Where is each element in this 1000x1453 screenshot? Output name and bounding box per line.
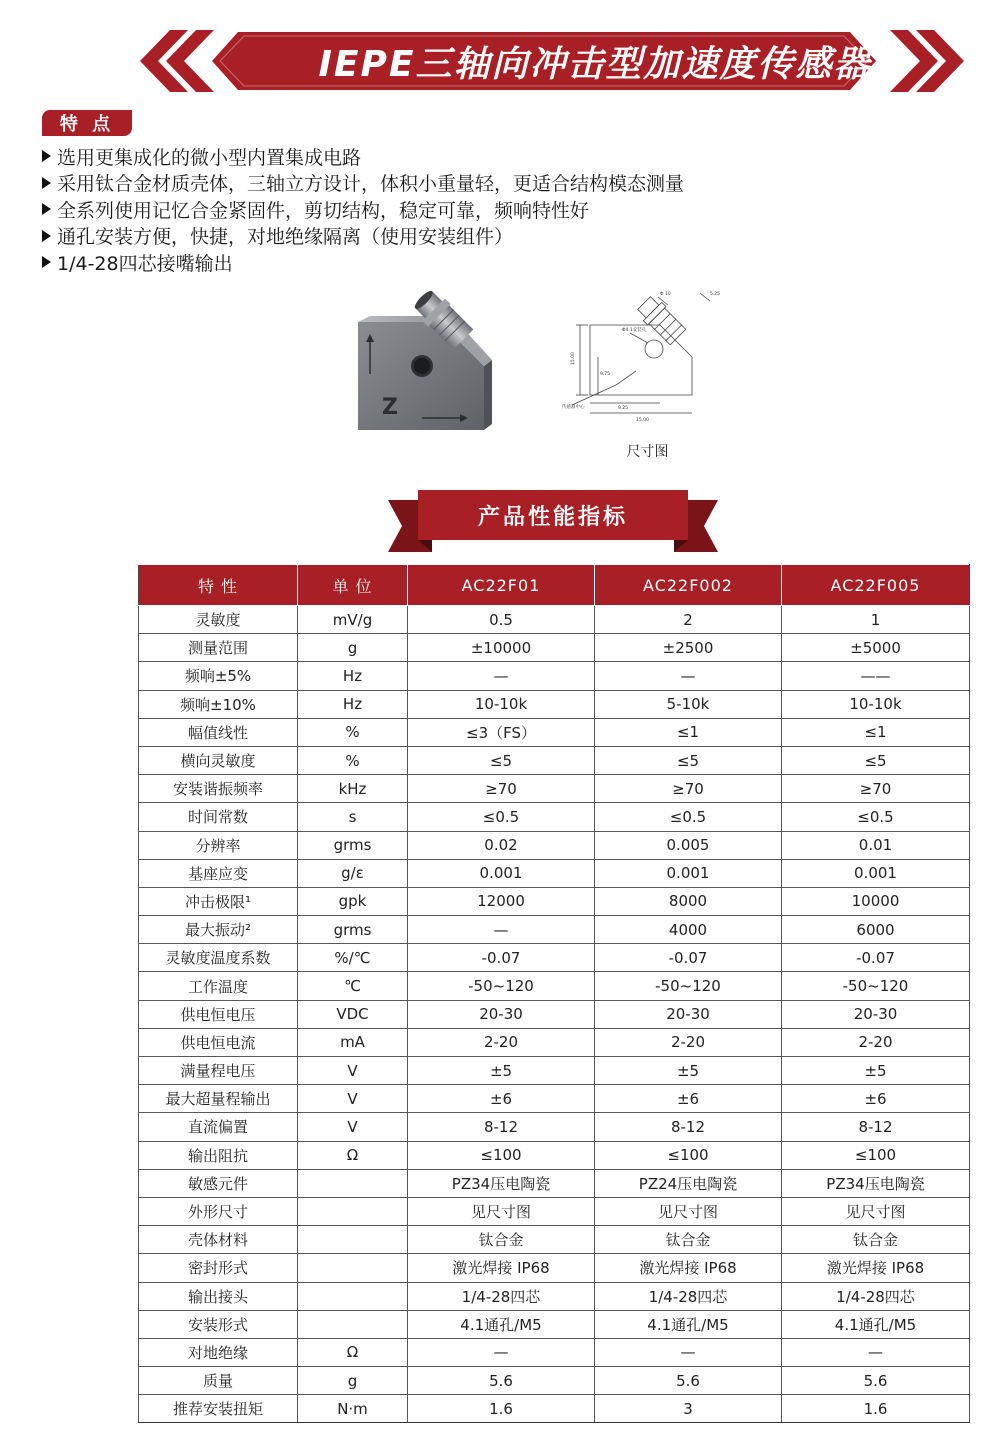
- value-cell: ±2500: [595, 634, 782, 662]
- value-cell: ≤0.5: [408, 803, 595, 831]
- value-cell: 4.1通孔/M5: [782, 1310, 970, 1338]
- svg-text:15.00: 15.00: [571, 352, 576, 365]
- bullet-triangle-icon: [42, 256, 51, 268]
- unit-cell: ℃: [298, 972, 408, 1000]
- spec-name-cell: 频响±5%: [139, 662, 298, 690]
- table-row: [139, 1000, 970, 1028]
- unit-cell: VDC: [298, 1000, 408, 1028]
- unit-cell: V: [298, 1113, 408, 1141]
- value-cell: 1/4-28四芯: [595, 1282, 782, 1310]
- value-cell: 见尺寸图: [595, 1197, 782, 1225]
- product-photo: [352, 290, 512, 440]
- spec-name-cell: 测量范围: [139, 634, 298, 662]
- spec-name-cell: 满量程电压: [139, 1057, 298, 1085]
- unit-cell: Hz: [298, 690, 408, 718]
- unit-cell: %/℃: [298, 944, 408, 972]
- value-cell: ≤5: [408, 746, 595, 774]
- value-cell: 见尺寸图: [782, 1197, 970, 1225]
- value-cell: ≤3（FS）: [408, 718, 595, 746]
- value-cell: 8000: [595, 887, 782, 915]
- spec-name-cell: 最大超量程输出: [139, 1085, 298, 1113]
- value-cell: ≤1: [782, 718, 970, 746]
- value-cell: 激光焊接 IP68: [782, 1254, 970, 1282]
- value-cell: 5.6: [782, 1367, 970, 1395]
- value-cell: 1/4-28四芯: [782, 1282, 970, 1310]
- unit-cell: g: [298, 1367, 408, 1395]
- table-header-row: [139, 565, 970, 606]
- unit-cell: V: [298, 1057, 408, 1085]
- spec-name-cell: 直流偏置: [139, 1113, 298, 1141]
- value-cell: ±5000: [782, 634, 970, 662]
- unit-cell: Ω: [298, 1338, 408, 1366]
- unit-cell: Hz: [298, 662, 408, 690]
- table-row: [139, 1338, 970, 1366]
- spec-name-cell: 供电恒电压: [139, 1000, 298, 1028]
- value-cell: 激光焊接 IP68: [595, 1254, 782, 1282]
- column-header: 特 性: [139, 565, 298, 606]
- unit-cell: [298, 1310, 408, 1338]
- value-cell: 0.005: [595, 831, 782, 859]
- value-cell: ≤0.5: [595, 803, 782, 831]
- value-cell: 0.02: [408, 831, 595, 859]
- value-cell: 20-30: [782, 1000, 970, 1028]
- value-cell: 2-20: [595, 1028, 782, 1056]
- value-cell: -0.07: [595, 944, 782, 972]
- spec-name-cell: 安装形式: [139, 1310, 298, 1338]
- value-cell: -0.07: [782, 944, 970, 972]
- value-cell: PZ34压电陶瓷: [782, 1169, 970, 1197]
- value-cell: 8-12: [595, 1113, 782, 1141]
- value-cell: ≥70: [408, 775, 595, 803]
- value-cell: —: [408, 662, 595, 690]
- unit-cell: %: [298, 746, 408, 774]
- value-cell: 1.6: [782, 1395, 970, 1423]
- value-cell: 激光焊接 IP68: [408, 1254, 595, 1282]
- value-cell: ≤100: [782, 1141, 970, 1169]
- value-cell: 20-30: [595, 1000, 782, 1028]
- value-cell: -0.07: [408, 944, 595, 972]
- value-cell: PZ34压电陶瓷: [408, 1169, 595, 1197]
- feature-item: 通孔安装方便，快捷，对地绝缘隔离（使用安装组件）: [42, 223, 684, 250]
- value-cell: 5.6: [408, 1367, 595, 1395]
- value-cell: 0.01: [782, 831, 970, 859]
- spec-name-cell: 质量: [139, 1367, 298, 1395]
- table-row: [139, 775, 970, 803]
- value-cell: 4.1通孔/M5: [408, 1310, 595, 1338]
- table-row: [139, 662, 970, 690]
- value-cell: 0.001: [782, 859, 970, 887]
- feature-item: 全系列使用记忆合金紧固件，剪切结构，稳定可靠，频响特性好: [42, 196, 684, 223]
- axis-label: Z: [382, 395, 398, 420]
- value-cell: 0.001: [408, 859, 595, 887]
- value-cell: ±6: [408, 1085, 595, 1113]
- spec-name-cell: 时间常数: [139, 803, 298, 831]
- unit-cell: g: [298, 634, 408, 662]
- page-title: IEPE三轴向冲击型加速度传感器: [318, 43, 872, 85]
- value-cell: 6000: [782, 916, 970, 944]
- unit-cell: gpk: [298, 887, 408, 915]
- table-row: [139, 1028, 970, 1056]
- unit-cell: %: [298, 718, 408, 746]
- svg-text:Φ 10: Φ 10: [660, 292, 671, 297]
- spec-name-cell: 安装谐振频率: [139, 775, 298, 803]
- value-cell: ±5: [408, 1057, 595, 1085]
- value-cell: ≤5: [595, 746, 782, 774]
- value-cell: ±6: [595, 1085, 782, 1113]
- value-cell: 3: [595, 1395, 782, 1423]
- value-cell: 4.1通孔/M5: [595, 1310, 782, 1338]
- spec-name-cell: 敏感元件: [139, 1169, 298, 1197]
- value-cell: 钛合金: [595, 1226, 782, 1254]
- spec-name-cell: 灵敏度: [139, 606, 298, 634]
- bullet-triangle-icon: [42, 230, 51, 242]
- spec-name-cell: 推荐安装扭矩: [139, 1395, 298, 1423]
- unit-cell: s: [298, 803, 408, 831]
- unit-cell: V: [298, 1085, 408, 1113]
- unit-cell: grms: [298, 831, 408, 859]
- value-cell: -50~120: [595, 972, 782, 1000]
- spec-name-cell: 对地绝缘: [139, 1338, 298, 1366]
- svg-text:传感器中心: 传感器中心: [562, 405, 585, 410]
- bullet-triangle-icon: [42, 177, 51, 189]
- value-cell: PZ24压电陶瓷: [595, 1169, 782, 1197]
- column-header: AC22F002: [595, 565, 782, 606]
- feature-item: 选用更集成化的微小型内置集成电路: [42, 143, 684, 170]
- spec-name-cell: 分辨率: [139, 831, 298, 859]
- spec-name-cell: 输出接头: [139, 1282, 298, 1310]
- value-cell: ±5: [782, 1057, 970, 1085]
- features-tag: 特 点: [42, 110, 132, 136]
- value-cell: 2-20: [408, 1028, 595, 1056]
- table-row: [139, 887, 970, 915]
- value-cell: 5.6: [595, 1367, 782, 1395]
- column-header: AC22F005: [782, 565, 970, 606]
- unit-cell: [298, 1226, 408, 1254]
- value-cell: ≥70: [595, 775, 782, 803]
- value-cell: ≤0.5: [782, 803, 970, 831]
- unit-cell: g/ε: [298, 859, 408, 887]
- table-row: [139, 916, 970, 944]
- value-cell: 钛合金: [782, 1226, 970, 1254]
- feature-item: 采用钛合金材质壳体，三轴立方设计，体积小重量轻，更适合结构模态测量: [42, 170, 684, 197]
- header-banner: [140, 30, 970, 92]
- table-row: [139, 1141, 970, 1169]
- dimension-drawing: [560, 275, 740, 425]
- bullet-triangle-icon: [42, 203, 51, 215]
- value-cell: ≤5: [782, 746, 970, 774]
- table-body: [139, 606, 970, 1423]
- value-cell: 0.5: [408, 606, 595, 634]
- value-cell: 1.6: [408, 1395, 595, 1423]
- spec-name-cell: 外形尺寸: [139, 1197, 298, 1225]
- spec-name-cell: 工作温度: [139, 972, 298, 1000]
- value-cell: 2: [595, 606, 782, 634]
- value-cell: ±10000: [408, 634, 595, 662]
- unit-cell: mV/g: [298, 606, 408, 634]
- svg-text:15.00: 15.00: [636, 418, 649, 423]
- unit-cell: Ω: [298, 1141, 408, 1169]
- value-cell: 2-20: [782, 1028, 970, 1056]
- table-row: [139, 1395, 970, 1423]
- table-row: [139, 972, 970, 1000]
- svg-text:9.25: 9.25: [618, 406, 629, 411]
- unit-cell: mA: [298, 1028, 408, 1056]
- table-row: [139, 1226, 970, 1254]
- spec-table: [138, 564, 970, 1423]
- value-cell: -50~120: [408, 972, 595, 1000]
- table-ribbon: [388, 490, 718, 552]
- value-cell: -50~120: [782, 972, 970, 1000]
- table-row: [139, 1085, 970, 1113]
- value-cell: 1: [782, 606, 970, 634]
- table-row: [139, 1282, 970, 1310]
- table-row: [139, 634, 970, 662]
- value-cell: 见尺寸图: [408, 1197, 595, 1225]
- value-cell: 8-12: [408, 1113, 595, 1141]
- drawing-caption: 尺寸图: [626, 444, 669, 460]
- spec-name-cell: 横向灵敏度: [139, 746, 298, 774]
- table-row: [139, 1310, 970, 1338]
- table-row: [139, 746, 970, 774]
- table-row: [139, 1169, 970, 1197]
- unit-cell: [298, 1169, 408, 1197]
- value-cell: 8-12: [782, 1113, 970, 1141]
- table-row: [139, 1057, 970, 1085]
- table-row: [139, 859, 970, 887]
- value-cell: —: [782, 1338, 970, 1366]
- unit-cell: [298, 1254, 408, 1282]
- spec-name-cell: 冲击极限¹: [139, 887, 298, 915]
- value-cell: ≤100: [595, 1141, 782, 1169]
- spec-name-cell: 频响±10%: [139, 690, 298, 718]
- value-cell: 20-30: [408, 1000, 595, 1028]
- table-row: [139, 1367, 970, 1395]
- spec-name-cell: 输出阻抗: [139, 1141, 298, 1169]
- table-title: 产品性能指标: [477, 504, 628, 530]
- unit-cell: kHz: [298, 775, 408, 803]
- column-header: AC22F01: [408, 565, 595, 606]
- value-cell: ±6: [782, 1085, 970, 1113]
- column-header: 单 位: [298, 565, 408, 606]
- spec-name-cell: 供电恒电流: [139, 1028, 298, 1056]
- svg-text:5.25: 5.25: [710, 292, 721, 297]
- table-row: [139, 606, 970, 634]
- value-cell: 0.001: [595, 859, 782, 887]
- unit-cell: grms: [298, 916, 408, 944]
- table-row: [139, 803, 970, 831]
- value-cell: 4000: [595, 916, 782, 944]
- bullet-triangle-icon: [42, 150, 51, 162]
- value-cell: 10-10k: [408, 690, 595, 718]
- unit-cell: N·m: [298, 1395, 408, 1423]
- value-cell: 钛合金: [408, 1226, 595, 1254]
- feature-item: 1/4-28四芯接嘴输出: [42, 249, 684, 276]
- value-cell: ≤100: [408, 1141, 595, 1169]
- table-row: [139, 690, 970, 718]
- table-row: [139, 831, 970, 859]
- table-row: [139, 1113, 970, 1141]
- value-cell: ≥70: [782, 775, 970, 803]
- spec-name-cell: 壳体材料: [139, 1226, 298, 1254]
- spec-name-cell: 幅值线性: [139, 718, 298, 746]
- svg-text:9.75: 9.75: [600, 372, 611, 377]
- value-cell: —: [595, 1338, 782, 1366]
- table-row: [139, 1197, 970, 1225]
- table-row: [139, 944, 970, 972]
- features-list: [42, 143, 684, 276]
- value-cell: —: [408, 916, 595, 944]
- value-cell: ±5: [595, 1057, 782, 1085]
- table-row: [139, 1254, 970, 1282]
- value-cell: —: [595, 662, 782, 690]
- value-cell: 1/4-28四芯: [408, 1282, 595, 1310]
- unit-cell: [298, 1197, 408, 1225]
- svg-text:Φ4.1安装孔: Φ4.1安装孔: [622, 328, 647, 333]
- value-cell: ≤1: [595, 718, 782, 746]
- spec-name-cell: 灵敏度温度系数: [139, 944, 298, 972]
- value-cell: 10000: [782, 887, 970, 915]
- spec-name-cell: 密封形式: [139, 1254, 298, 1282]
- unit-cell: [298, 1282, 408, 1310]
- spec-name-cell: 基座应变: [139, 859, 298, 887]
- value-cell: —: [408, 1338, 595, 1366]
- value-cell: 12000: [408, 887, 595, 915]
- value-cell: 10-10k: [782, 690, 970, 718]
- value-cell: 5-10k: [595, 690, 782, 718]
- spec-name-cell: 最大振动²: [139, 916, 298, 944]
- table-row: [139, 718, 970, 746]
- value-cell: ——: [782, 662, 970, 690]
